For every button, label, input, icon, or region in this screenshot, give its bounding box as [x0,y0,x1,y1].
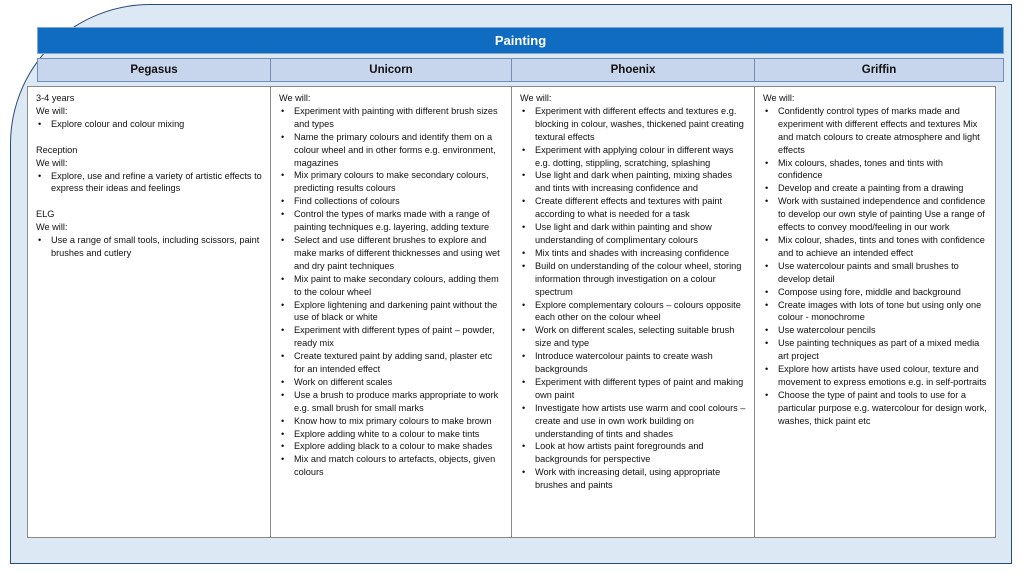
section-intro: We will: [279,93,311,103]
list-item: • Investigate how artists use warm and cool colours – create and use in own work building on understanding of tints and shades [520,402,748,441]
section-intro: We will: [36,222,68,233]
list-item: • Mix paint to make secondary colours, adding them to the colour wheel [279,273,505,299]
column-header-row [37,58,1004,82]
list-item: • Use painting techniques as part of a mixed media art project [763,337,989,363]
section-heading: Reception [36,144,78,155]
list-item: • Use light and dark within painting and show understanding of complimentary colours [520,221,748,247]
section-intro: We will: [763,93,795,103]
list-item: • Mix primary colours to make secondary colours, predicting results colours [279,169,505,195]
list-item: • Mix colour, shades, tints and tones with confidence and to achieve an intended effect [763,234,989,260]
phoenix-list [520,105,748,492]
pegasus-list [36,170,264,196]
list-item: • Create images with lots of tone but using only one colour - monochrome [763,299,989,325]
list-item: • Explore, use and refine a variety of artistic effects to express their ideas and feelings [36,170,264,196]
list-item: • Explore complementary colours – colours opposite each other on the colour wheel [520,299,748,325]
list-item: • Experiment with different types of paint and making own paint [520,376,748,402]
list-item: • Experiment with applying colour in different ways e.g. dotting, stippling, scratching, splashing [520,144,748,170]
list-item: • Compose using fore, middle and background [763,286,989,299]
list-item: • Use a brush to produce marks appropriate to work e.g. small brush for small marks [279,389,505,415]
list-item: • Explore lightening and darkening paint without the use of black or white [279,299,505,325]
column-header-unicorn: Unicorn [271,59,512,81]
list-item: • Develop and create a painting from a drawing [763,182,989,195]
list-item: • Know how to mix primary colours to make brown [279,415,505,428]
list-item: • Use watercolour pencils [763,324,989,337]
list-item: • Build on understanding of the colour wheel, storing information through investigation on a colour spectrum [520,260,748,299]
column-header-pegasus: Pegasus [38,59,271,81]
pegasus-column [28,87,271,537]
section-heading: 3-4 years [36,93,75,103]
list-item: • Find collections of colours [279,195,505,208]
list-item: • Work with sustained independence and confidence to develop our own style of painting Use a range of effects to convey mood/feeling in our work [763,195,989,234]
list-item: • Experiment with different types of paint – powder, ready mix [279,324,505,350]
list-item: • Use a range of small tools, including scissors, paint brushes and cutlery [36,234,264,260]
list-item: • Explore adding white to a colour to make tints [279,428,505,441]
list-item: • Work with increasing detail, using appropriate brushes and paints [520,466,748,492]
list-item: • Work on different scales, selecting suitable brush size and type [520,324,748,350]
list-item: • Explore adding black to a colour to make shades [279,440,505,453]
list-item: • Mix colours, shades, tones and tints with confidence [763,157,989,183]
griffin-column [755,87,995,537]
pegasus-list [36,118,264,131]
list-item: • Mix tints and shades with increasing confidence [520,247,748,260]
list-item: • Experiment with different effects and textures e.g. blocking in colour, washes, thickened paint creating textural effects [520,105,748,144]
list-item: • Experiment with painting with different brush sizes and types [279,105,505,131]
phoenix-column [512,87,755,537]
list-item: • Explore how artists have used colour, texture and movement to express emotions e.g. in self-portraits [763,363,989,389]
list-item: • Introduce watercolour paints to create wash backgrounds [520,350,748,376]
unicorn-column [271,87,512,537]
list-item: • Create different effects and textures with paint according to what is needed for a task [520,195,748,221]
list-item: • Create textured paint by adding sand, plaster etc for an intended effect [279,350,505,376]
list-item: • Select and use different brushes to explore and make marks of different thicknesses and using wet and dry paint techniques [279,234,505,273]
list-item: • Use watercolour paints and small brushes to develop detail [763,260,989,286]
content-table [27,86,996,538]
list-item: • Name the primary colours and identify them on a colour wheel and in other forms e.g. environment, magazines [279,131,505,170]
list-item: • Confidently control types of marks made and experiment with different effects and textures Mix and match colours to create atmosphere and light effects [763,105,989,157]
list-item: • Control the types of marks made with a range of painting techniques e.g. layering, adding texture [279,208,505,234]
section-heading: ELG [36,209,55,220]
list-item: • Mix and match colours to artefacts, objects, given colours [279,453,505,479]
section-intro: We will: [520,93,552,103]
list-item: • Use light and dark when painting, mixing shades and tints with increasing confidence and [520,169,748,195]
unicorn-list [279,105,505,479]
griffin-list [763,105,989,428]
pegasus-list [36,234,264,260]
list-item: • Choose the type of paint and tools to use for a particular purpose e.g. watercolour for design work, washes, thick paint etc [763,389,989,428]
list-item: • Explore colour and colour mixing [36,118,264,131]
column-header-griffin: Griffin [861,64,897,76]
page-title: Painting [37,27,1004,54]
list-item: • Work on different scales [279,376,505,389]
column-header-phoenix: Phoenix [512,59,755,81]
section-intro: We will: [36,105,68,116]
section-intro: We will: [36,157,68,168]
list-item: • Look at how artists paint foregrounds and backgrounds for perspective [520,440,748,466]
